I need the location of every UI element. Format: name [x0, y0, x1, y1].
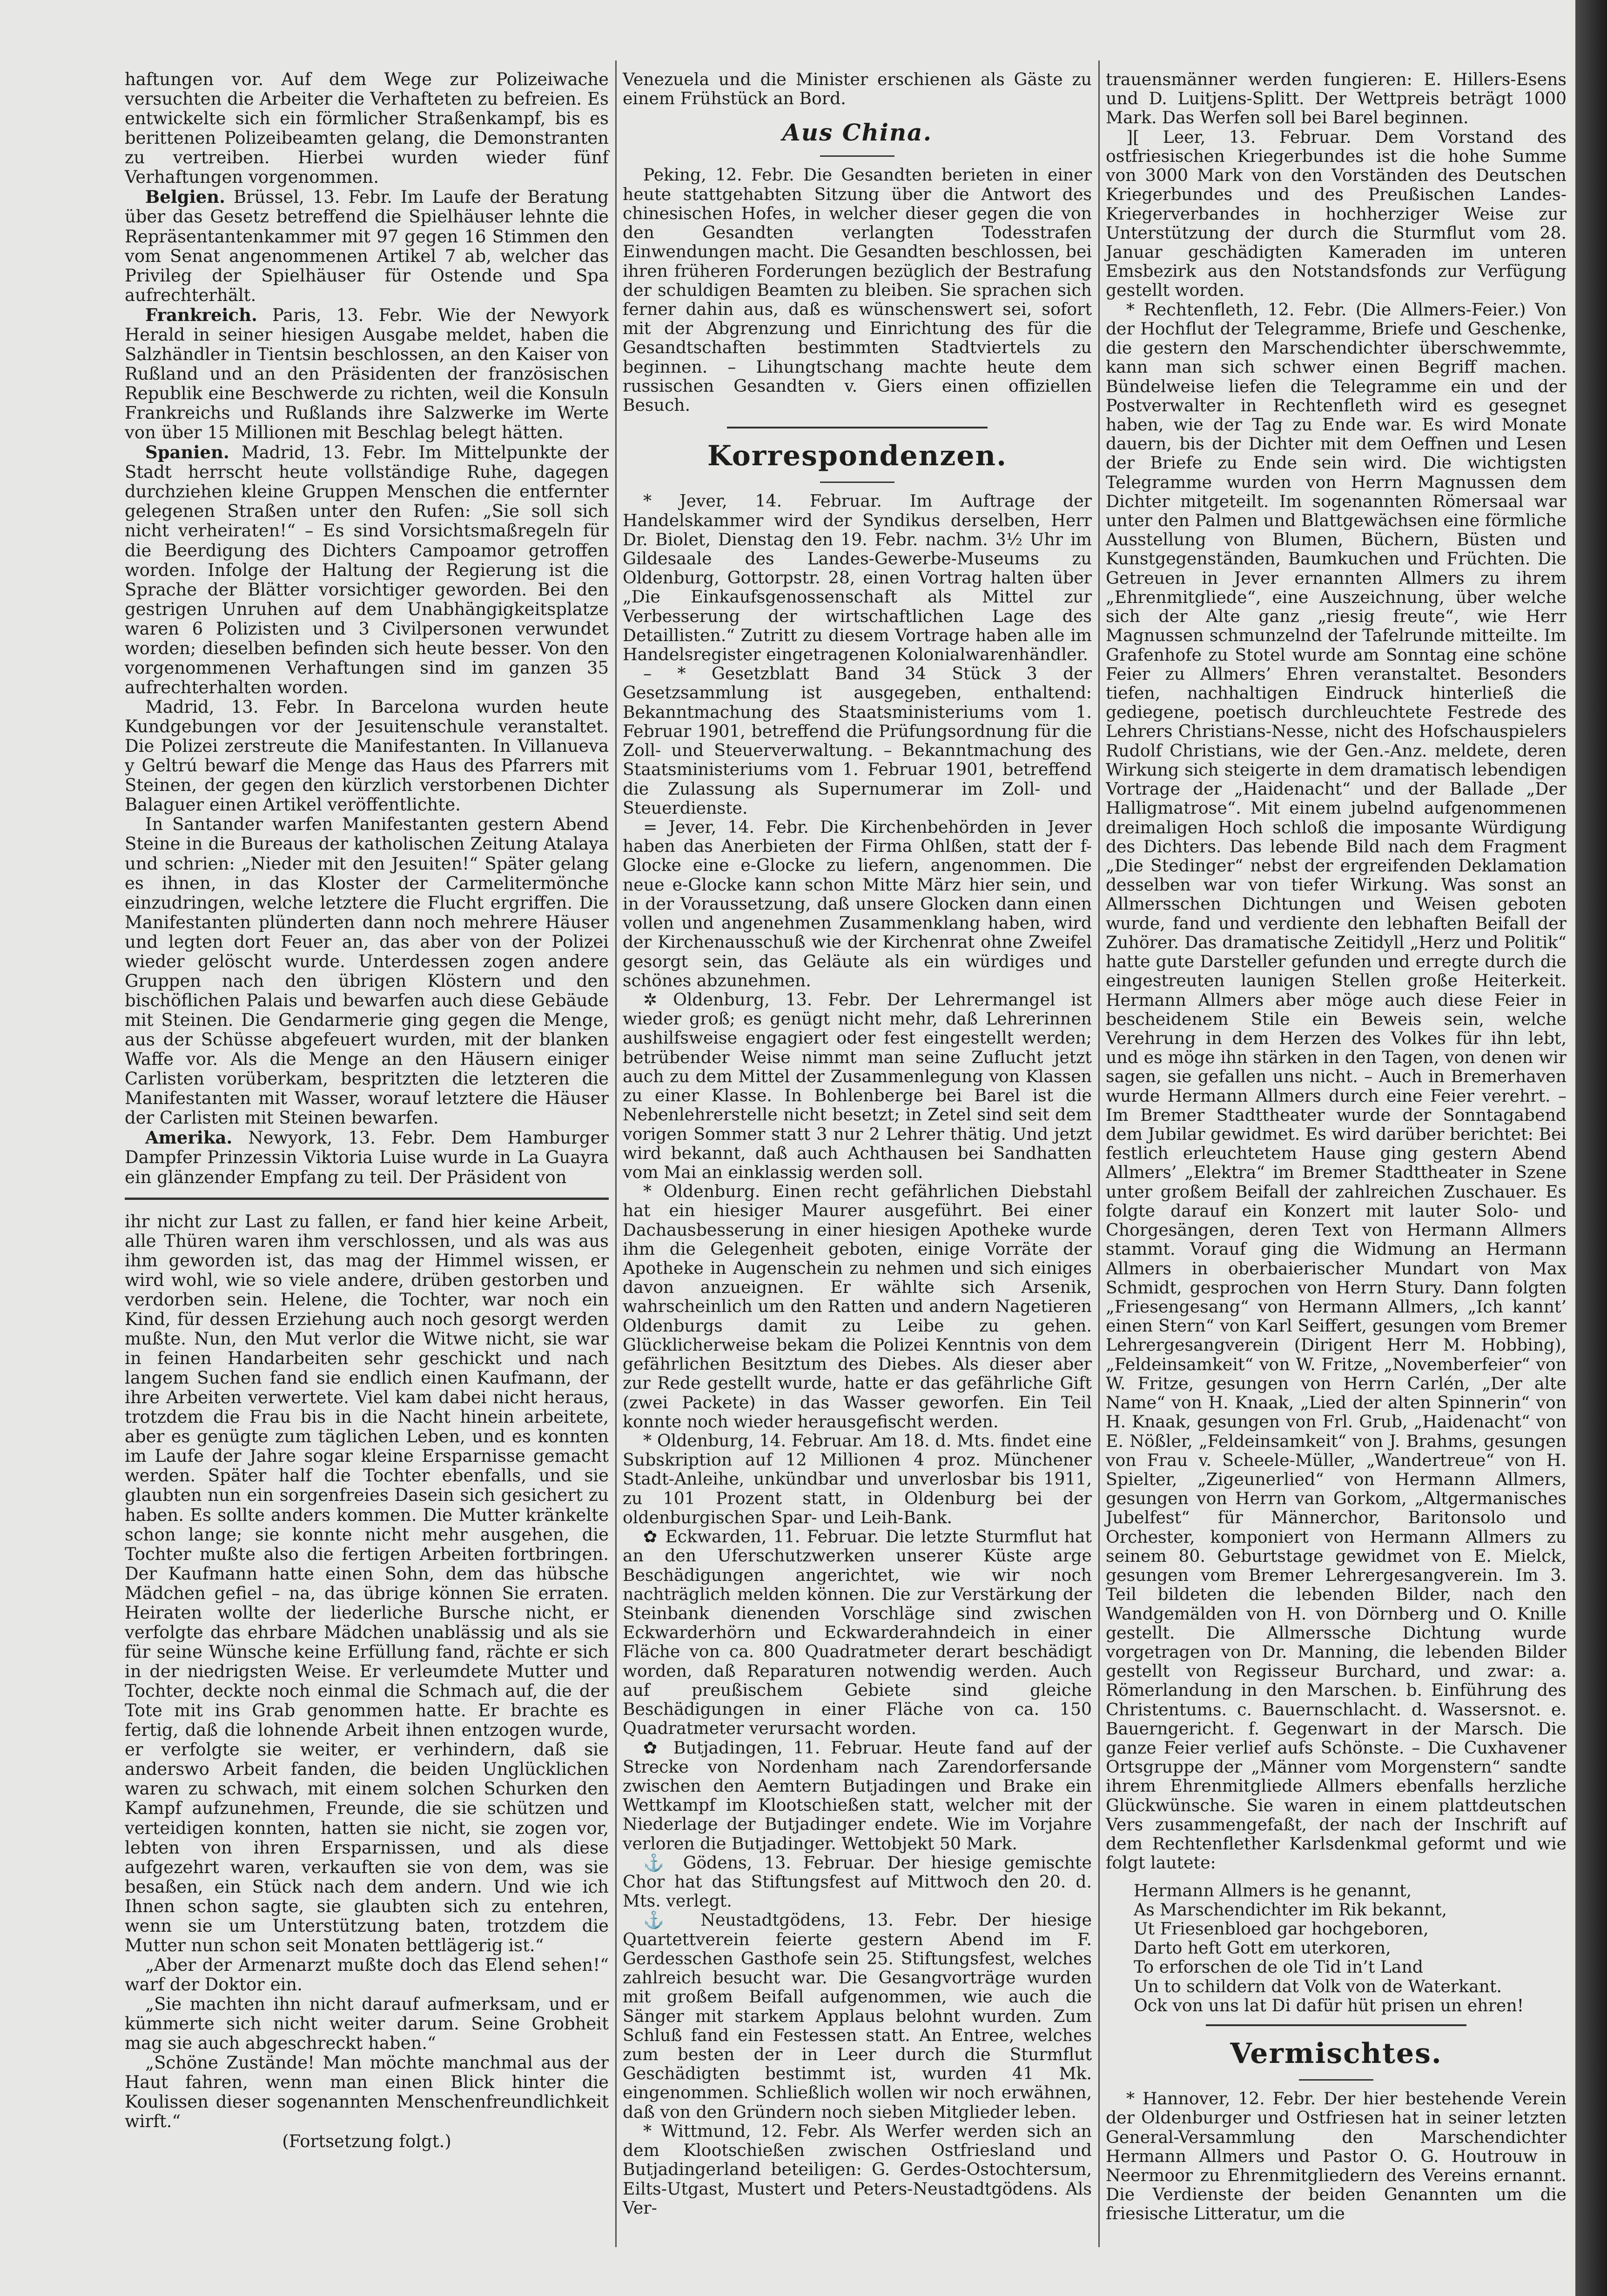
- poem: [1134, 1881, 1567, 2015]
- article-text: haftungen vor. Auf dem Wege zur Polizeiwache versuchten die Arbeiter die Verhafteten zu befreien. Es entwickelte sich ein förmlicher Straßenkampf, bis es berittenen Polizeibeamten gelang, die Demonstranten zu vertreiben. Hierbei wurden wieder fünf Verhaftungen vorgenommen.: [125, 69, 609, 187]
- report: * Jever, 14. Februar. Im Auftrage der Handelskammer wird der Syndikus derselben, Herr Dr. Biolet, Dienstag den 19. Febr. nachm. 3½ Uhr im Gildesaale des Landes-Gewerbe-Museums zu Oldenburg, Gottorpstr. 28, einen Vortrag halten über „Die Einkaufsgenossenschaft als Mittel zur Verbesserung der wirtschaftlichen Lage des Detaillisten.“ Zutritt zu diesem Vortrage haben alle im Handelsregister eingetragenen Kolonialwarenhändler.: [623, 491, 1092, 665]
- poem-line: To erforschen de ole Tid in’t Land: [1134, 1957, 1423, 1977]
- report: ⚓ Neustadtgödens, 13. Febr. Der hiesige Quartettverein feierte gestern Abend im F. Gerdesschen Gasthofe sein 25. Stiftungsfest, welches zahlreich besucht war. Die Gesangvorträge wurden mit großem Beifall aufgenommen, wie auch die Sänger mit starkem Applaus belohnt wurden. Zum Schluß fand ein Festessen statt. An Entree, welches zum besten der in Leer durch die Sturmflut Geschädigten bestimmt ist, wurden 41 Mk. eingenommen. Schließlich wollen wir noch erwähnen, daß von den Gründern noch sieben Mitglieder leben.: [623, 1910, 1092, 2122]
- report: * Wittmund, 12. Febr. Als Werfer werden sich an dem Klootschießen zwischen Ostfriesland und Butjadingerland beteiligen: G. Gerdes-Ostochtersum, Eilts-Utgast, Mustert und Peters-Neustadtgödens. Als Ver-: [623, 2121, 1092, 2218]
- article-spanien: [125, 442, 609, 697]
- section-heading: Frankreich.: [145, 304, 257, 325]
- title-divider: [820, 155, 894, 157]
- section-title-korrespondenzen: Korrespondenzen.: [707, 440, 1008, 473]
- report: – * Gesetzblatt Band 34 Stück 3 der Gesetzsammlung ist ausgegeben, enthaltend: Bekanntmachung des Staatsministeriums vom 1. Februar 1901, betreffend die Prüfungsordnung für die Zoll- und Steuerverwaltung. – Bekanntmachung des Staatsministeriums vom 1. Februar 1901, betreffend die Zulassung als Supernumerar im Zoll- und Steuerdienste.: [623, 663, 1092, 818]
- article-text: Peking, 12. Febr. Die Gesandten berieten in einer heute stattgehabten Sitzung über die Antwort des chinesischen Hofes, in welcher dieser gegen die von den Gesandten verlangten Todesstrafen Einwendungen macht. Die Gesandten beschlossen, bei ihren früheren Forderungen bezüglich der Bestrafung der schuldigen Beamten zu bleiben. Sie sprachen sich ferner dahin aus, daß es wünschenswert sei, sofort mit der Abgrenzung und Einrichtung des für die Gesandtschaften bestimmten Stadtviertels zu beginnen. – Lihungtschang machte heute dem russischen Gesandten v. Giers einen offiziellen Besuch.: [623, 165, 1092, 415]
- report: ⚓ Gödens, 13. Februar. Der hiesige gemischte Chor hat das Stiftungsfest auf Mittwoch den 20. d. Mts. verlegt.: [623, 1852, 1092, 1911]
- article-amerika: [125, 1128, 609, 1187]
- section-divider: [727, 427, 988, 428]
- column-3: [1106, 70, 1567, 2223]
- report: * Oldenburg, 14. Februar. Am 18. d. Mts. findet eine Subskription auf 12 Millionen 4 proz. Münchener Stadt-Anleihe, unkündbar und unverlosbar bis 1911, zu 101 Prozent statt, in Oldenburg bei der oldenburgischen Spar- und Leih-Bank.: [623, 1431, 1092, 1527]
- poem-line: Darto heft Gott em uterkoren,: [1134, 1938, 1391, 1958]
- section-heading: Spanien.: [145, 442, 229, 463]
- article-text: Venezuela und die Minister erschienen als Gäste zu einem Frühstück an Bord.: [623, 69, 1092, 109]
- feuilleton-text: „Schöne Zustände! Man möchte manchmal aus der Haut fahren, wenn man einen Blick hinter die Koulissen dieser sogenannten Menschenfreundlichkeit wirft.“: [125, 2053, 609, 2132]
- poem-line: Ock von uns lat Di dafür hüt prisen un ehren!: [1134, 1995, 1524, 2015]
- report: ✿ Butjadingen, 11. Februar. Heute fand auf der Strecke von Nordenham nach Zarendorfersande zwischen den Aemtern Butjadingen und Brake ein Wettkampf im Klootschießen statt, welcher mit der Niederlage der Butjadinger endete. Wie im Vorjahre verloren die Butjadinger. Wettobjekt 50 Mark.: [623, 1737, 1092, 1854]
- article-text: Newyork, 13. Febr. Dem Hamburger Dampfer Prinzessin Viktoria Luise wurde in La Guayra ein glänzender Empfang zu teil. Der Präsident von: [125, 1128, 609, 1187]
- feuilleton-text: „Sie machten ihn nicht darauf aufmerksam, und er kümmerte sich nicht weiter darum. Seine Grobheit mag sie auch abgeschreckt haben.“: [125, 1994, 609, 2054]
- poem-line: As Marschendichter im Rik bekannt,: [1134, 1899, 1447, 1920]
- poem-line: Hermann Allmers is he genannt,: [1134, 1880, 1412, 1901]
- feuilleton-text: ihr nicht zur Last zu fallen, er fand hier keine Arbeit, alle Thüren waren ihm verschlossen, und als was aus ihm geworden ist, das mag der Himmel wissen, er wird wohl, wie so viele andere, drüben gestorben und verdorben sein. Helene, die Tochter, war noch ein Kind, für dessen Erziehung auch noch gesorgt werden mußte. Nun, den Mut verlor die Witwe nicht, sie war in feinen Handarbeiten sehr geschickt und nach langem Suchen fand sie endlich einen Kaufmann, der ihre Arbeiten verwertete. Viel kam dabei nicht heraus, trotzdem die Frau bis in die Nacht hinein arbeitete, aber es genügte zum täglichen Leben, und es konnten im Laufe der Jahre sogar kleine Ersparnisse gemacht werden. Später half die Tochter ebenfalls, und sie glaubten nun ein sorgenfreies Dasein sich gesichert zu haben. Es sollte anders kommen. Die Mutter kränkelte schon lange; sie konnte nicht mehr ausgehen, die Tochter mußte also die fertigen Arbeiten fortbringen. Der Kaufmann hatte einen Sohn, dem das hübsche Mädchen gefiel – na, das übrige können Sie erraten. Heiraten wollte der liederliche Bursche nicht, er verfolgte das ehrbare Mädchen unablässig und als sie für seine Wünsche keine Erfüllung fand, rächte er sich in der niedrigsten Weise. Er verleumdete Mutter und Tochter, deckte noch einmal die Schmach auf, die der Tote mit ins Grab genommen hatte. Er brachte es fertig, daß die lohnende Arbeit ihnen entzogen wurde, er verfolgte sie weiter, er verhindern, daß sie anderswo Arbeit fanden, die beiden Unglücklichen waren zu schwach, mit einem solchen Schurken den Kampf aufzunehmen, Freunde, die sie schützen und verteidigen konnten, hatten sie nicht, sie zogen vor, lebten von ihren Ersparnissen, und als diese aufgezehrt waren, verkauften sie von dem, was sie besaßen, ein Stück nach dem andern. Und wie ich Ihnen schon sagte, sie glaubten sich zu entehren, wenn sie um Unterstützung baten, trotzdem die Mutter nun schon seit Monaten bettlägerig ist.“: [125, 1211, 609, 1955]
- feuilleton-divider: [125, 1198, 609, 1200]
- page-edge-shadow: [1575, 0, 1607, 2296]
- feuilleton-text: „Aber der Armenarzt mußte doch das Elend sehen!“ warf der Doktor ein.: [125, 1955, 609, 1995]
- section-title-china: Aus China.: [782, 119, 932, 147]
- article-belgien: [125, 187, 609, 305]
- report: ✲ Oldenburg, 13. Febr. Der Lehrermangel ist wieder groß; es genügt nicht mehr, daß Lehrerinnen aushilfsweise engagiert oder fest eingestellt werden; betrübender Weise nimmt man seine Zuflucht jetzt auch zu dem Mittel der Zusammenlegung von Klassen zu einer Klasse. In Bohlenberge bei Barel ist die Nebenlehrerstelle nicht besetzt; in Zetel sind seit dem vorigen Sommer statt 3 nur 2 Lehrer thätig. Und jetzt wird bekannt, daß auch Achthausen bei Sandhatten vom Mai an einklassig werden soll.: [623, 989, 1092, 1182]
- article-frankreich: [125, 305, 609, 442]
- article-text: Madrid, 13. Febr. In Barcelona wurden heute Kundgebungen vor der Jesuitenschule veranstaltet. Die Polizei zerstreute die Manifestanten. In Villanueva y Geltrú bewarf die Menge das Haus des Pfarrers mit Steinen, der gegen den kürzlich verstorbenen Dichter Balaguer einen Artikel veröffentlichte.: [125, 697, 609, 815]
- article-text: Paris, 13. Febr. Wie der Newyork Herald in seiner hiesigen Ausgabe meldet, haben die Salzhändler in Tientsin beschlossen, an den Kaiser von Rußland und an den Präsidenten der französischen Republik eine Beschwerde zu richten, weil die Konsuln Frankreichs und Rußlands ihre Salzwerke im Werte von über 15 Millionen mit Beschlag belegt hätten.: [125, 305, 609, 443]
- section-heading: Belgien.: [145, 187, 225, 208]
- section-divider: [1206, 2024, 1466, 2026]
- report: ][ Leer, 13. Februar. Dem Vorstand des ostfriesischen Kriegerbundes ist die hohe Summe von 3000 Mark von den Vorständen des Deutschen Kriegerbundes und des Preußischen Landes-Kriegerverbandes in hochherziger Weise zur Unterstützung der durch die Sturmflut vom 28. Januar geschädigten Kameraden im unteren Emsbezirk aus den Notstandsfonds zur Verfügung gestellt worden.: [1106, 127, 1567, 301]
- column-1: [125, 70, 609, 2151]
- poem-line: Ut Friesenbloed gar hochgeboren,: [1134, 1919, 1429, 1939]
- report: * Hannover, 12. Febr. Der hier bestehende Verein der Oldenburger und Ostfriesen hat in seiner letzten General-Versammlung den Marschendichter Hermann Allmers und Pastor O. G. Houtrouw in Neermoor zu Ehrenmitgliedern des Vereins ernannt. Die Verdienste der beiden Genannten um die friesische Litteratur, um die: [1106, 2088, 1567, 2224]
- feuilleton-continued: (Fortsetzung folgt.): [282, 2131, 451, 2151]
- report: ✿ Eckwarden, 11. Februar. Die letzte Sturmflut hat an den Uferschutzwerken unserer Küste arge Beschädigungen angerichtet, wie wir noch nachträglich melden können. Die zur Verstärkung der Steinbank dienenden Vorschläge sind zwischen Eckwarderhörn und Eckwarderahndeich in einer Fläche von ca. 800 Quadratmeter derart beschädigt worden, daß Reparaturen notwendig werden. Auch auf preußischem Gebiete sind gleiche Beschädigungen in einer Fläche von ca. 150 Quadratmeter verursacht worden.: [623, 1526, 1092, 1739]
- report: = Jever, 14. Febr. Die Kirchenbehörden in Jever haben das Anerbieten der Firma Ohlßen, statt der f-Glocke eine e-Glocke zu liefern, angenommen. Die neue e-Glocke kann schon Mitte März hier sein, und in der Voraussetzung, daß unsere Glocken dann einen vollen und angenehmen Zusammenklang haben, wird der Kirchenausschuß wie der Kirchenrat ohne Zweifel gesorgt sein, das Geläute als ein würdiges und schönes abzunehmen.: [623, 817, 1092, 991]
- section-title-vermischtes: Vermischtes.: [1230, 2037, 1442, 2070]
- title-divider: [1299, 2079, 1373, 2081]
- article-text: In Santander warfen Manifestanten gestern Abend Steine in die Bureaus der katholischen Zeitung Atalaya und schrien: „Nieder mit den Jesuiten!“ Später gelang es ihnen, in das Kloster der Carmelitermönche einzudringen, welche letztere die Flucht ergriffen. Die Manifestanten plünderten dann noch mehrere Häuser und legten dort Feuer an, das aber von der Polizei wieder gelöscht wurde. Unterdessen zogen andere Gruppen nach den übrigen Klöstern und den bischöflichen Palais und bewarfen auch diese Gebäude mit Steinen. Die Gendarmerie ging gegen die Menge, aus der Schüsse abgefeuert wurden, mit der blanken Waffe vor. Als die Menge an den Häusern einiger Carlisten vorüberkam, bespritzten die letzteren die Manifestanten mit Wasser, worauf letztere die Häuser der Carlisten mit Steinen bewarfen.: [125, 814, 609, 1128]
- poem-line: Un to schildern dat Volk von de Waterkant.: [1134, 1976, 1502, 1996]
- column-rule: [615, 60, 617, 2247]
- report: trauensmänner werden fungieren: E. Hillers-Esens und D. Luitjens-Splitt. Der Wettpreis beträgt 1000 Mark. Das Werfen soll bei Barel beginnen.: [1106, 69, 1567, 128]
- section-heading: Amerika.: [145, 1127, 233, 1148]
- column-2: [623, 70, 1092, 2217]
- article-text: Madrid, 13. Febr. Im Mittelpunkte der Stadt herrscht heute vollständige Ruhe, dagegen durchziehen kleine Gruppen Menschen die entfernter gelegenen Straßen unter den Rufen: „Sie soll sich nicht verheiraten!“ – Es sind Vorsichtsmaßregeln für die Beerdigung des Dichters Campoamor getroffen worden. Infolge der Haltung der Regierung ist die Sprache der Blätter vorsichtiger geworden. Bei den gestrigen Unruhen auf dem Unabhängigkeitsplatze waren 6 Polizisten und 3 Civilpersonen verwundet worden; dieselben befinden sich heute besser. Von den vorgenommenen Verhaftungen sind im ganzen 35 aufrechterhalten worden.: [125, 442, 609, 697]
- report: * Rechtenfleth, 12. Febr. (Die Allmers-Feier.) Von der Hochflut der Telegramme, Briefe und Geschenke, die gestern den Marschendichter überschwemmte, kann man sich schwer einen Begriff machen. Bündelweise liefen die Telegramme ein und der Postverwalter in Rechtenfleth wird es gesegnet haben, wie der Tag zu Ende war. Es wird Monate dauern, bis der Dichter mit dem Oeffnen und Lesen der Briefe zu Ende sein wird. Die wichtigsten Telegramme wurden von Herrn Magnussen dem Dichter mitgeteilt. Im sogenannten Römersaal war unter den Palmen und Blattgewächsen eine förmliche Ausstellung von Blumen, Büchern, Büsten und Kunstgegenständen, Baumkuchen und Früchten. Die Getreuen in Jever ernannten Allmers zu ihrem „Ehrenmitgliede“, eine Auszeichnung, über welche sich der Alte ganz „riesig freute“, wie Herr Magnussen schmunzelnd der Tafelrunde mitteilte. Im Grafenhofe zu Stotel wurde am Sonntag eine schöne Feier zu Allmers’ Ehren veranstaltet. Besonders tiefen, nachhaltigen Eindruck hinterließ die gediegene, poetisch durchleuchtete Festrede des Lehrers Christians-Nesse, nicht des Hofschauspielers Rudolf Christians, wie der Gen.-Anz. meldete, deren Wirkung sich steigerte in dem dramatisch lebendigen Vortrage der „Haidenacht“ und der Ballade „Der Halligmatrose“. Mit einem jubelnd aufgenommenen dreimaligen Hoch schloß die imposante Würdigung des Dichters. Das lebende Bild nach dem Fragment „Die Stedinger“ nebst der ergreifenden Deklamation desselben war von tiefer Wirkung. Was sonst an Allmersschen Dichtungen und Weisen geboten wurde, fand und verdiente den lebhaften Beifall der Zuhörer. Das dramatische Zeitidyll „Herz und Politik“ hatte gute Darsteller gefunden und erregte durch die eingestreuten launigen Stellen große Heiterkeit. Hermann Allmers aber möge auch diese Feier in bescheidenem Stile ein Beweis sein, welche Verehrung in dem Herzen des Volkes für ihn lebt, und es möge ihn stärken in den Tagen, von denen wir sagen, sie gefallen uns nicht. – Auch in Bremerhaven wurde Hermann Allmers durch eine Feier verehrt. – Im Bremer Stadttheater wurde der Sonntagabend dem Jubilar gewidmet. Es wird darüber berichtet: Bei festlich erleuchtetem Hause ging gestern Abend Allmers’ „Elektra“ im Bremer Stadttheater in Szene unter großem Beifall der zahlreichen Zuschauer. Es folgte darauf ein Konzert mit lauter Solo- und Chorgesängen, deren Text von Hermann Allmers stammt. Vorauf ging die Widmung an Hermann Allmers in oberbaierischer Mundart von Max Schmidt, gesprochen von Herrn Stury. Dann folgten „Friesengesang“ von Hermann Allmers, „Ich kannt’ einen Stern“ von Karl Seiffert, gesungen vom Bremer Lehrergesangverein (Dirigent Herr M. Hobbing), „Feldeinsamkeit“ von W. Fritze, „Novemberfeier“ von W. Fritze, gesungen von Herrn Carlén, „Der alte Name“ von H. Knaak, „Lied der alten Spinnerin“ von H. Knaak, gesungen von Frl. Grub, „Haidenacht“ von E. Nößler, „Feldeinsamkeit“ von J. Brahms, gesungen von Frau v. Scheele-Müller, „Wandertreue“ von H. Spielter, „Zigeunerlied“ von Hermann Allmers, gesungen von Herrn van Gorkom, „Altgermanisches Jubelfest“ für Männerchor, Baritonsolo und Orchester, komponiert von Hermann Allmers zu seinem 80. Geburtstage gewidmet von E. Mielck, gesungen vom Bremer Lehrergesangverein. Im 3. Teil bildeten die lebenden Bilder, nach den Wandgemälden von H. von Dörnberg und O. Knille gestellt. Die Allmerssche Dichtung wurde vorgetragen von Dr. Manning, die lebenden Bilder gestellt von Regisseur Burchard, und zwar: a. Römerlandung in den Marschen. b. Einführung des Christentums. c. Bauernschlacht. d. Wassersnot. e. Bauerngericht. f. Gegenwart in der Marsch. Die ganze Feier verlief aufs Schönste. – Die Cuxhavener Ortsgruppe der „Männer vom Morgenstern“ sandte ihrem Ehrenmitgliede Allmers ebenfalls herzliche Glückwünsche. Sie waren in einem plattdeutschen Vers zusammengefaßt, der nach der Inschrift auf dem Rechtenflether Karlsdenkmal geformt und wie folgt lautete:: [1106, 299, 1567, 1873]
- column-rule: [1098, 60, 1100, 2247]
- title-divider: [820, 482, 894, 483]
- report: * Oldenburg. Einen recht gefährlichen Diebstahl hat ein hiesiger Maurer ausgeführt. Bei einer Dachausbesserung in einer hiesigen Apotheke wurde ihm die Gelegenheit geboten, einige Vorräte der Apotheke in Augenschein zu nehmen und sich einiges davon anzueignen. Er wählte sich Arsenik, wahrscheinlich um den Ratten und andern Nagetieren Oldenburgs damit zu Leibe zu gehen. Glücklicherweise bekam die Polizei Kenntnis von dem gefährlichen Besitztum des Diebes. Als dieser aber zur Rede gestellt wurde, hatte er das gefährliche Gift (zwei Packete) in das Wasser geworfen. Ein Teil konnte noch wieder herausgefischt werden.: [623, 1181, 1092, 1432]
- article-text: Brüssel, 13. Febr. Im Laufe der Beratung über das Gesetz betreffend die Spielhäuser lehnte die Repräsentantenkammer mit 97 gegen 16 Stimmen den vom Senat angenommenen Artikel 7 ab, welcher das Privileg der Spielhäuser für Ostende und Spa aufrechterhält.: [125, 187, 609, 305]
